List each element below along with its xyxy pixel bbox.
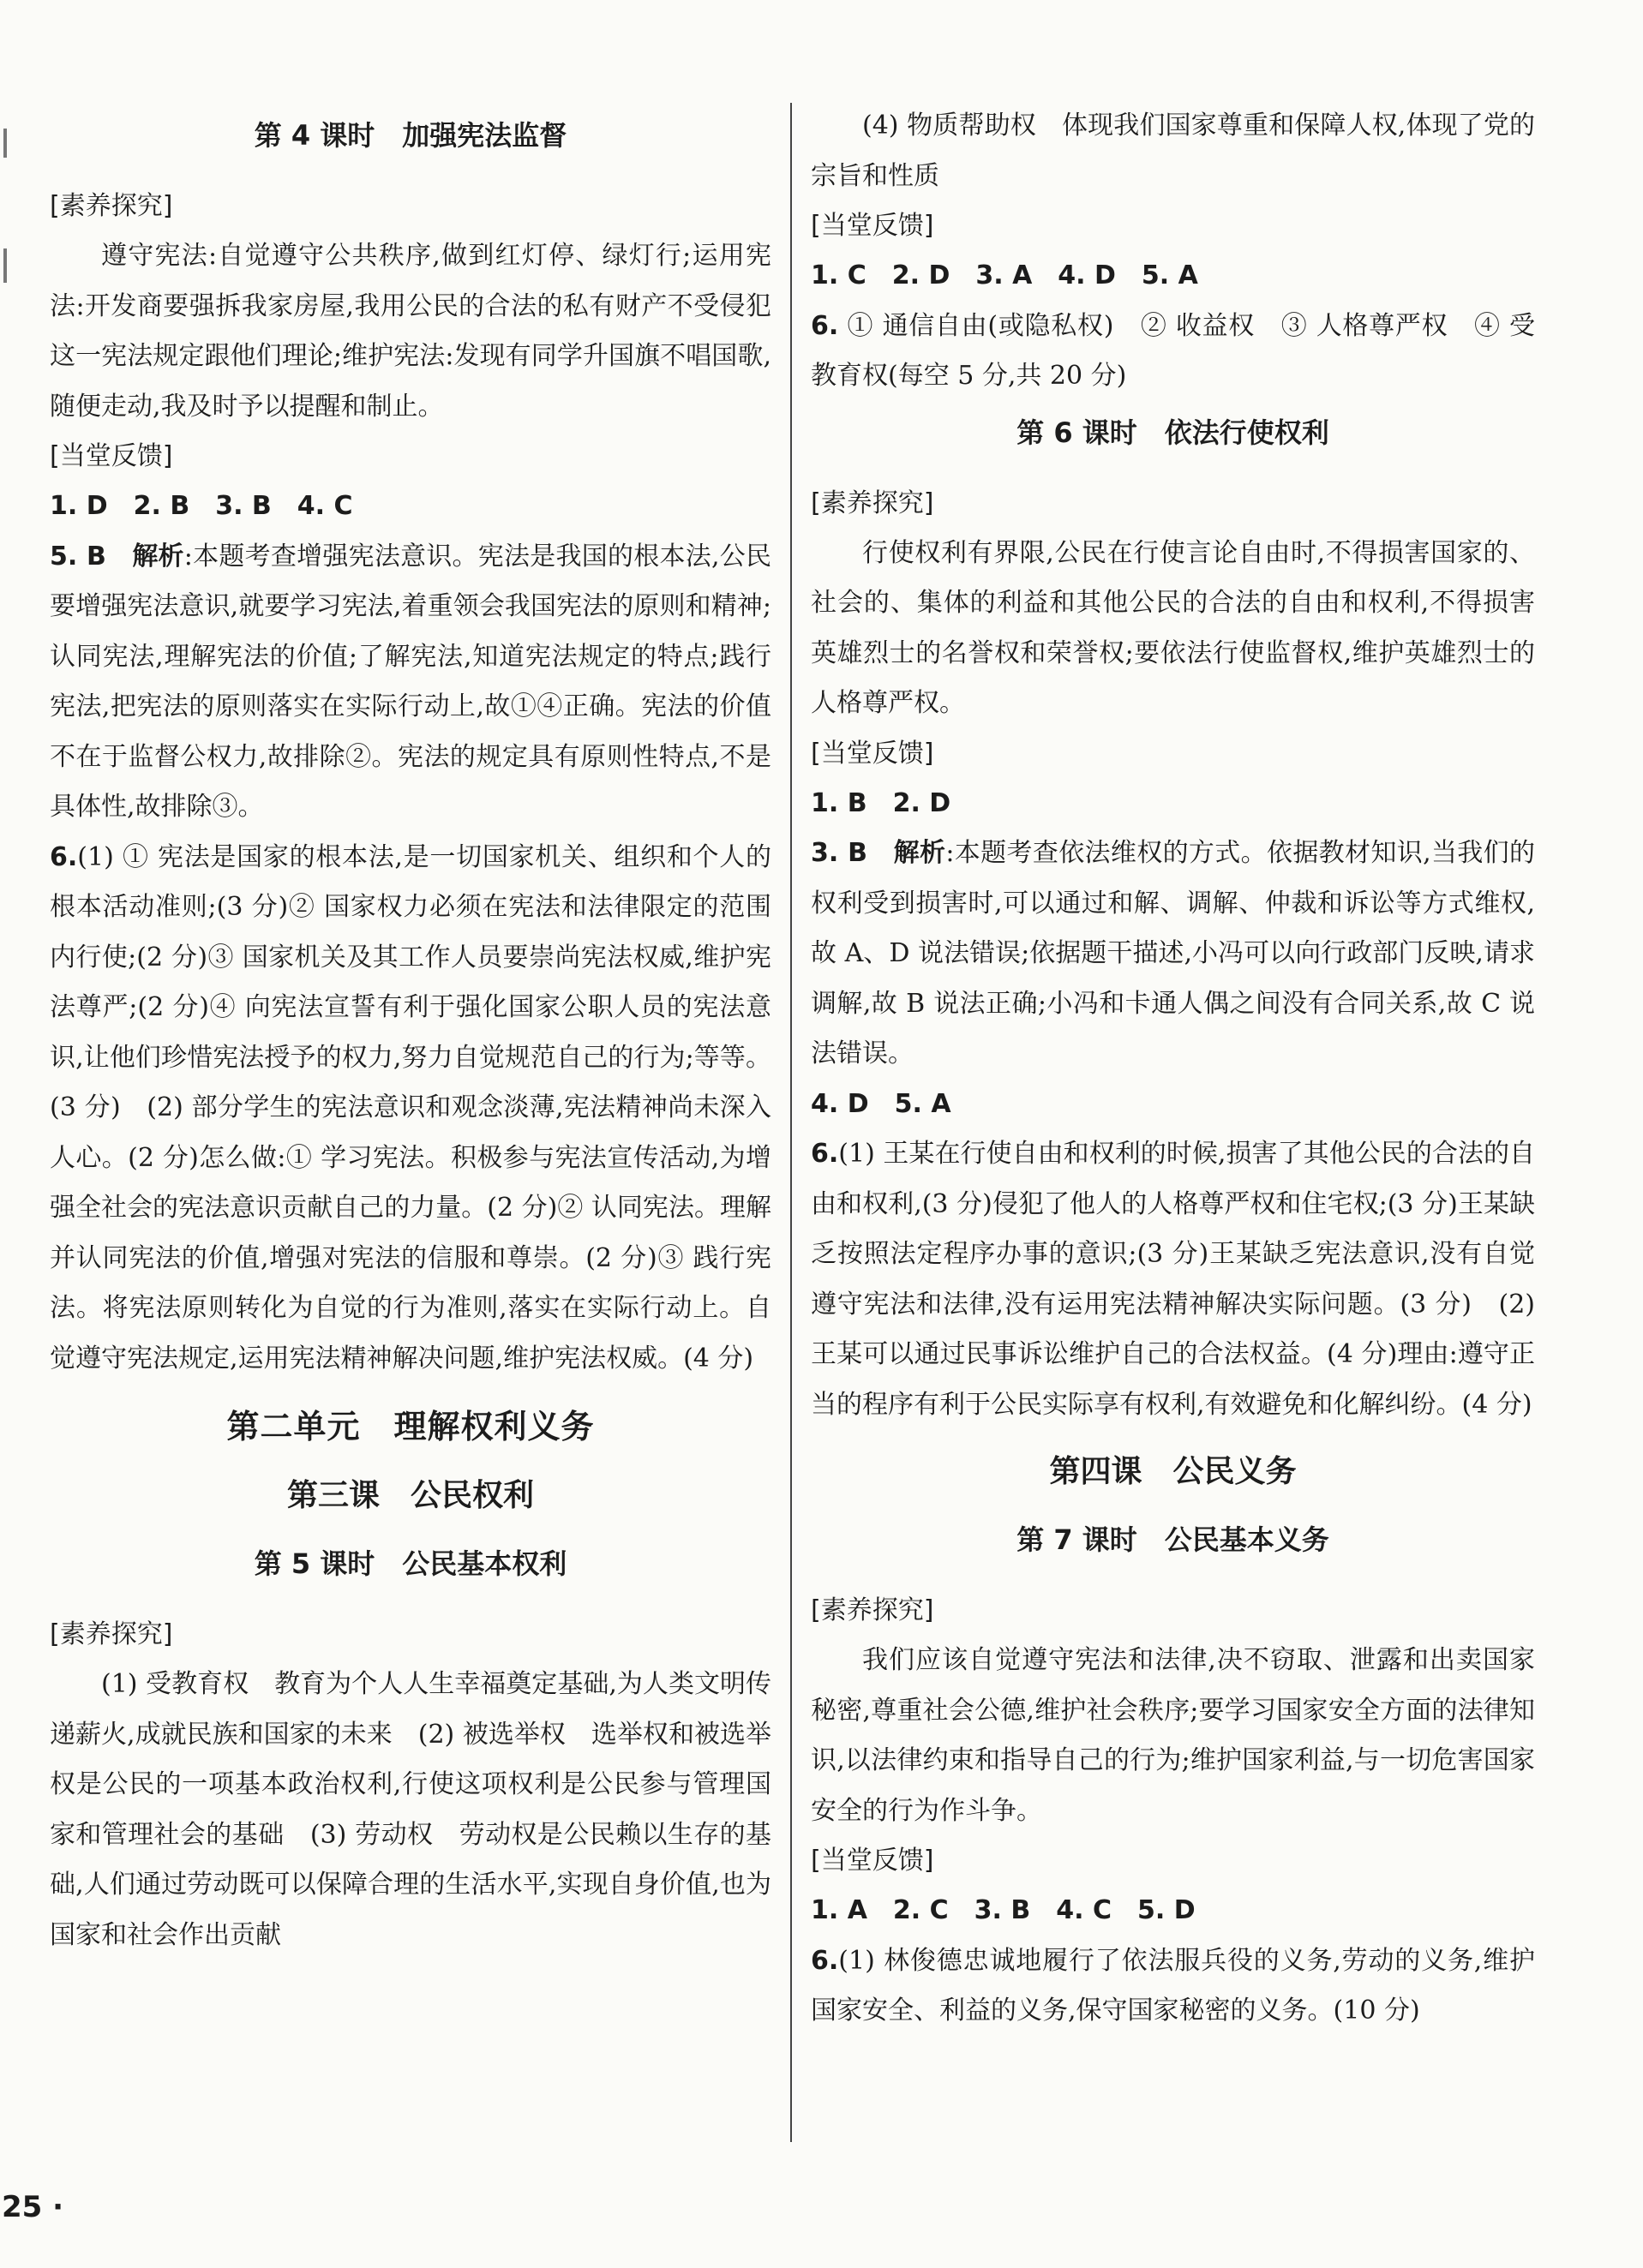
lesson5-explore-continued: (4) 物质帮助权 体现我们国家尊重和保障人权,体现了党的宗旨和性质 (811, 111, 1535, 191)
course3-title: 第三课 公民权利 (286, 1478, 534, 1513)
lesson7-explore-text: 我们应该自觉遵守宪法和法律,决不窃取、泄露和出卖国家秘密,尊重社会公德,维护社会秩序;要学习国家安全方面的法律知识,以法律约束和指导自己的行为;维护国家利益,与一切危害国家安全的行为作斗争。 (811, 1645, 1535, 1826)
analysis-text: :本题考查增强宪法意识。宪法是我国的根本法,公民要增强宪法意识,就要学习宪法,着重领会我国宪法的原则和精神;认同宪法,理解宪法的价值;了解宪法,知道宪法规定的特点;践行宪法,把宪法的原则落实在实际行动上,故①④正确。宪法的价值不在于监督公权力,故排除②。宪法的规定具有原则性特点,不是具体性,故排除③。 (50, 541, 771, 822)
lesson4-feedback-tag: [当堂反馈] (50, 441, 173, 471)
lesson5-title: 第 5 课时 公民基本权利 (254, 1547, 567, 1580)
column-divider (790, 103, 792, 2142)
lesson6-answer-6 (811, 1129, 1535, 1430)
lesson7-answer-6 (811, 1936, 1535, 2037)
lesson7-explore-tag: [素养探究] (811, 1595, 934, 1625)
answer-number: 6. (811, 1945, 839, 1976)
answer-number: 3. B (811, 838, 867, 868)
lesson5-explore-text: (1) 受教育权 教育为个人人生幸福奠定基础,为人类文明传递薪火,成就民族和国家的未来 (2) 被选举权 选举权和被选举权是公民的一项基本政治权利,行使这项权利是公民参与管理国家和管理社会的基础 (3) 劳动权 劳动权是公民赖以生存的基础,人们通过劳动既可以保障合理的生活水平,实现自身价值,也为国家和社会作出贡献 (50, 1669, 771, 1950)
lesson6-answer-3 (811, 829, 1535, 1080)
analysis-text: :本题考查依法维权的方式。依据教材知识,当我们的权利受到损害时,可以通过和解、调解、仲裁和诉讼等方式维权,故 A、D 说法错误;依据题干描述,小冯可以向行政部门反映,请求调解,故 B 说法正确;小冯和卡通人偶之间没有合同关系,故 C 说法错误。 (811, 838, 1535, 1068)
unit2-title: 第二单元 理解权利义务 (226, 1408, 595, 1445)
answer-number: 6. (50, 841, 78, 872)
lesson6-feedback-tag: [当堂反馈] (811, 738, 934, 769)
lesson6-answers-4-5: 4. D 5. A (811, 1088, 951, 1119)
binding-edge-mark (3, 129, 7, 158)
right-column (811, 101, 1535, 2037)
answer-number: 6. (811, 1139, 839, 1169)
lesson6-answers-1-2: 1. B 2. D (811, 787, 951, 818)
answer-text: ① 通信自由(或隐私权) ② 收益权 ③ 人格尊严权 ④ 受教育权(每空 5 分,共 20 分) (811, 310, 1535, 391)
lesson7-title: 第 7 课时 公民基本义务 (1016, 1523, 1329, 1556)
analysis-label: 解析 (132, 541, 184, 571)
lesson7-answers-1-5: 1. A 2. C 3. B 4. C 5. D (811, 1895, 1196, 1925)
lesson6-explore-tag: [素养探究] (811, 488, 934, 518)
course4-title: 第四课 公民义务 (1049, 1454, 1297, 1489)
lesson4-answers-1-4: 1. D 2. B 3. B 4. C (50, 491, 353, 521)
lesson4-explore-text: 遵守宪法:自觉遵守公共秩序,做到红灯停、绿灯行;运用宪法:开发商要强拆我家房屋,我用公民的合法的私有财产不受侵犯这一宪法规定跟他们理论;维护宪法:发现有同学升国旗不唱国歌,随便走动,我及时予以提醒和制止。 (50, 241, 771, 422)
lesson5-answer-6 (811, 302, 1535, 402)
left-column (50, 110, 771, 1960)
lesson4-answer-6 (50, 833, 771, 1385)
answer-text: (1) 林俊德忠诚地履行了依法服兵役的义务,劳动的义务,维护国家安全、利益的义务,保守国家秘密的义务。(10 分) (811, 1945, 1535, 2026)
lesson6-explore-text: 行使权利有界限,公民在行使言论自由时,不得损害国家的、社会的、集体的利益和其他公民的合法的自由和权利,不得损害英雄烈士的名誉权和荣誉权;要依法行使监督权,维护英雄烈士的人格尊严权。 (811, 537, 1535, 718)
lesson7-feedback-tag: [当堂反馈] (811, 1846, 934, 1876)
analysis-label: 解析 (893, 838, 946, 868)
answer-text: (1) 王某在行使自由和权利的时候,损害了其他公民的合法的自由和权利,(3 分)侵犯了他人的人格尊严权和住宅权;(3 分)王某缺乏按照法定程序办事的意识;(3 分)王某缺乏宪法意识,没有自觉遵守宪法和法律,没有运用宪法精神解决实际问题。(3 分) (2) 王某可以通过民事诉讼维护自己的合法权益。(4 分)理由:遵守正当的程序有利于公民实际享有权利,有效避免和化解纠纷。(4 分) (811, 1139, 1535, 1420)
answer-text: (1) ① 宪法是国家的根本法,是一切国家机关、组织和个人的根本活动准则;(3 分)② 国家权力必须在宪法和法律限定的范围内行使;(2 分)③ 国家机关及其工作人员要崇尚宪法权威,维护宪法尊严;(2 分)④ 向宪法宣誓有利于强化国家公职人员的宪法意识,让他们珍惜宪法授予的权力,努力自觉规范自己的行为;等等。(3 分) (2) 部分学生的宪法意识和观念淡薄,宪法精神尚未深入人心。(2 分)怎么做:① 学习宪法。积极参与宪法宣传活动,为增强全社会的宪法意识贡献自己的力量。(2 分)② 认同宪法。理解并认同宪法的价值,增强对宪法的信服和尊崇。(2 分)③ 践行宪法。将宪法原则转化为自觉的行为准则,落实在实际行动上。自觉遵守宪法规定,运用宪法精神解决问题,维护宪法权威。(4 分) (50, 841, 771, 1373)
lesson5-explore-tag: [素养探究] (50, 1619, 173, 1649)
lesson6-title: 第 6 课时 依法行使权利 (1016, 416, 1329, 449)
lesson5-feedback-tag: [当堂反馈] (811, 211, 934, 241)
lesson4-title: 第 4 课时 加强宪法监督 (254, 119, 567, 152)
lesson4-answer-5 (50, 532, 771, 833)
answer-number: 5. B (50, 541, 106, 571)
page-number: 25 · (2, 2190, 64, 2224)
lesson5-answers-1-5: 1. C 2. D 3. A 4. D 5. A (811, 260, 1198, 290)
answer-number: 6. (811, 310, 839, 341)
binding-edge-mark (3, 248, 7, 283)
lesson4-explore-tag: [素养探究] (50, 191, 173, 221)
